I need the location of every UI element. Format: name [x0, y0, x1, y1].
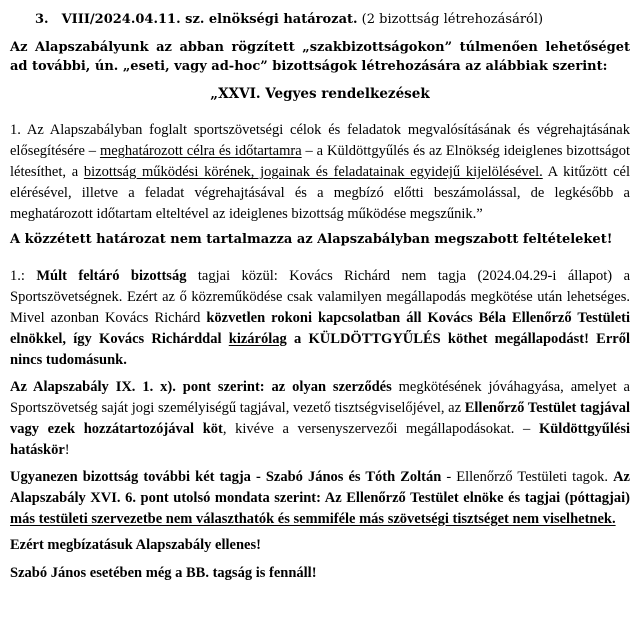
bylaw-quote	[10, 120, 630, 225]
text-run: !	[64, 442, 70, 458]
text-run: „XXVI. Vegyes rendelkezések	[210, 86, 430, 102]
text-run: bizottság működési körének, jogainak és feladatainak egyidejű kijelölésével.	[83, 164, 543, 180]
text-run: 3.	[35, 12, 49, 27]
text-run: A kitűzött cél elérésével, illetve a feladat végrehajtásával és a megbízó előtti beszámolással, de legkésőbb a meghatározott időtartam elteltével az ideiglenes bizottság működése megszűnik.”	[10, 164, 630, 222]
section-heading	[10, 84, 630, 104]
text-run: Ugyanezen bizottság további két tagja - Szabó János és Tóth Zoltán	[10, 469, 442, 485]
text-run: Szabó János esetében még a BB. tagság is fennáll!	[10, 565, 317, 581]
text-run: tagjai közül: Kovács Richárd nem tagja (2024.04.29-i állapot) a Sportszövetségnek. Ezért az ő közreműködése csak valamilyen megállapodás megkötése után lehetséges. Mivel azonban Kovács Richárd	[10, 268, 631, 326]
text-run: meghatározott célra és időtartamra	[99, 143, 302, 159]
text-run: – a Küldöttgyűlés és az Elnökség ideiglenes bizottságot létesíthet, a	[10, 143, 630, 180]
item-heading	[35, 10, 630, 30]
text-run: más testületi szervezetbe nem választhatók és semmiféle más szövetségi tisztséget nem viselhetnek.	[10, 511, 616, 527]
callout	[10, 230, 630, 250]
text-run: Küldöttgyűlési hatáskör	[10, 421, 630, 458]
text-run: 1. Az Alapszabályban foglalt sportszövetségi célok és feladatok megvalósításának és végrehajtásának elősegítésére –	[10, 122, 630, 159]
text-run: Múlt feltáró bizottság	[36, 268, 187, 284]
committee-paragraph	[10, 266, 630, 371]
text-run: Az Alapszabályunk az abban rögzített „szakbizottságokon” túlmenően lehetőséget ad további, ún. „eseti, vagy ad-hoc” bizottságok létrehozására az alábbiak szerint:	[10, 40, 630, 74]
lead-paragraph	[10, 38, 630, 76]
document-body	[10, 10, 630, 584]
text-run: közvetlen rokoni kapcsolatban áll Kovács Béla Ellenőrző Testületi elnökkel, így Kovács Richárddal	[10, 310, 630, 347]
bylaw-ix-paragraph	[10, 377, 630, 461]
bb-line	[10, 563, 630, 584]
text-run: Ellenőrző Testület tagjával vagy ezek hozzátartozójával köt	[10, 400, 630, 437]
text-run: megkötésének jóváhagyása, amelyet a Sportszövetség saját jogi személyiségű tagjával, vezető tisztségviselőjével, az	[10, 379, 630, 416]
text-run: , kivéve a versenyszervezői megállapodásokat. –	[222, 421, 539, 437]
text-run: 1.:	[10, 268, 37, 284]
text-run: Ezért megbízatásuk Alapszabály ellenes!	[10, 537, 261, 553]
members-paragraph	[10, 467, 630, 530]
text-run: A közzétett határozat nem tartalmazza az Alapszabályban megszabott feltételeket!	[10, 232, 613, 247]
text-run: VIII/2024.04.11. sz. elnökségi határozat.	[61, 12, 358, 27]
text-run: kizárólag	[228, 331, 287, 347]
conclusion-line	[10, 535, 630, 556]
text-run: a KÜLDÖTTGYŰLÉS köthet megállapodást! Erről nincs tudomásunk.	[10, 331, 630, 368]
text-run: - Ellenőrző Testületi tagok.	[441, 469, 614, 485]
text-run: Az Alapszabály XVI. 6. pont utolsó mondata szerint: Az Ellenőrző Testület elnöke és tagjai (póttagjai)	[10, 469, 630, 506]
text-run: (2 bizottság létrehozásáról)	[357, 12, 544, 27]
text-run: Az Alapszabály IX. 1. x). pont szerint: az olyan szerződés	[10, 379, 392, 395]
